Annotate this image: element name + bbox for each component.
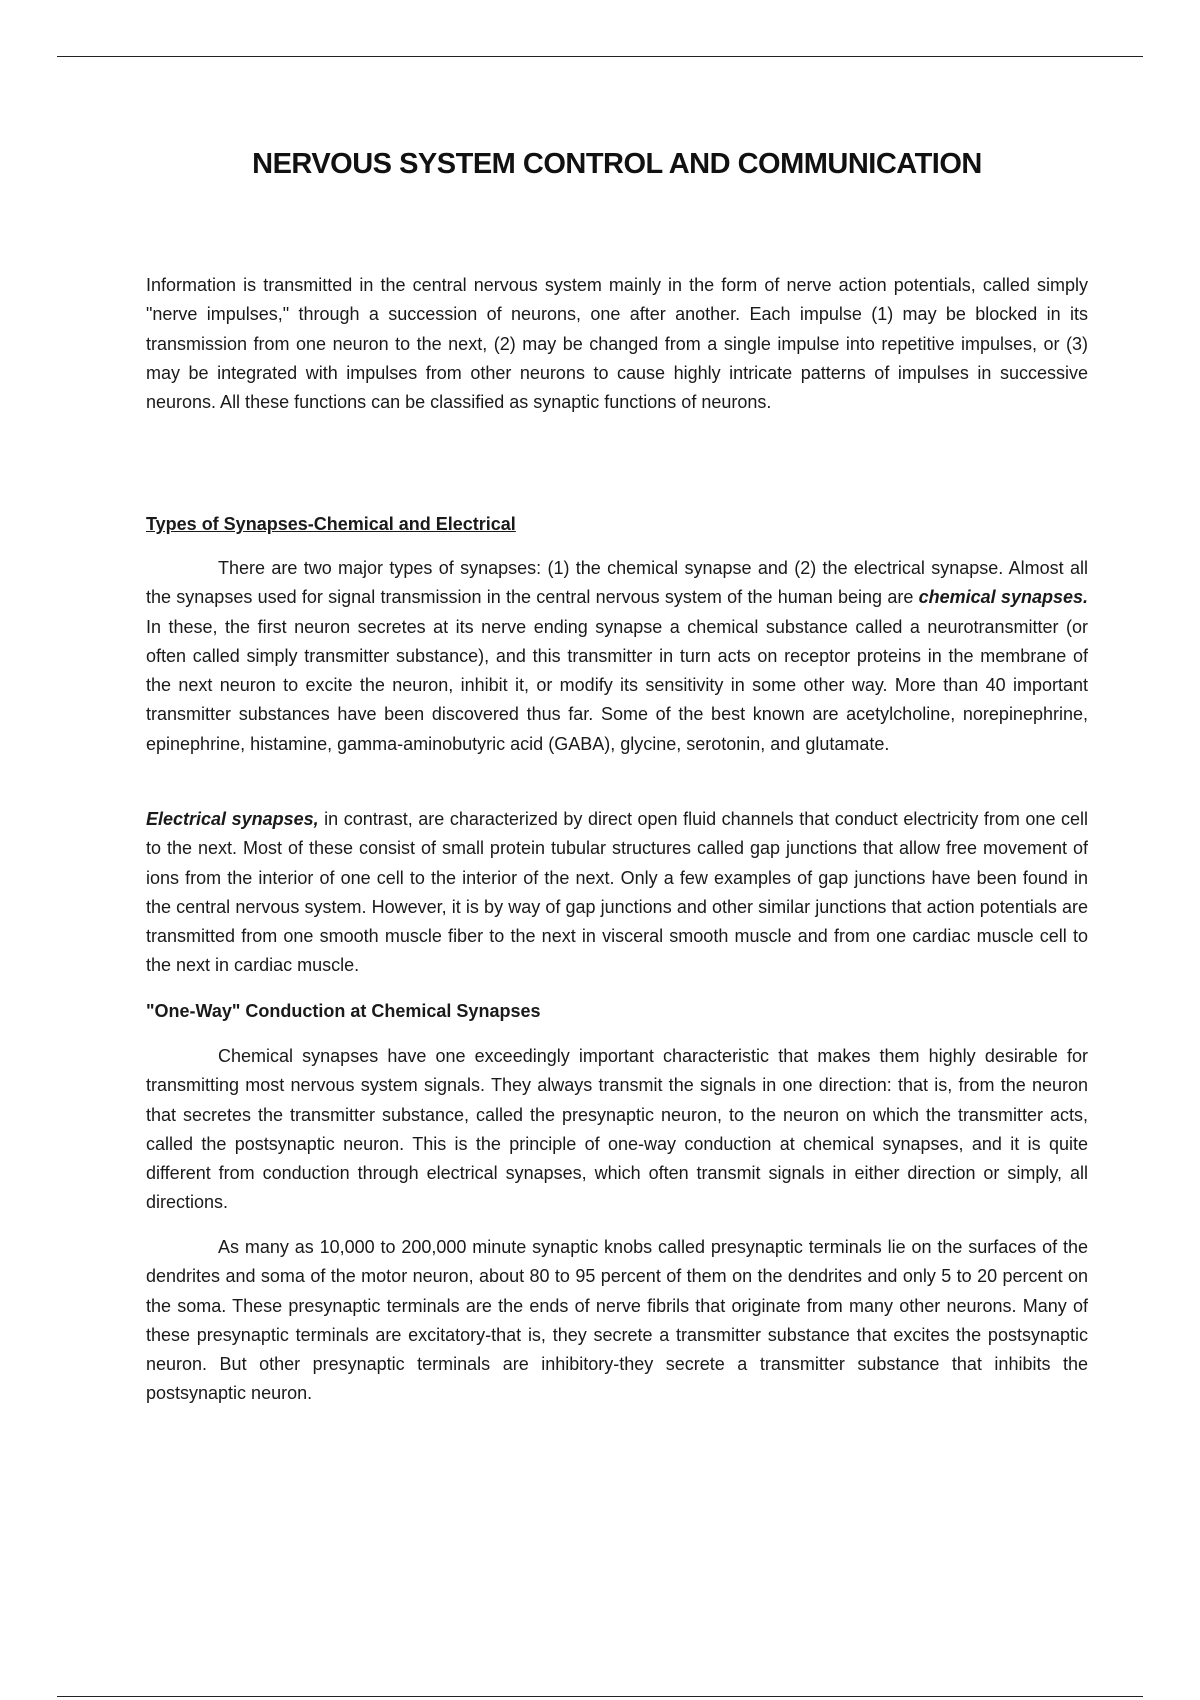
page-title: NERVOUS SYSTEM CONTROL AND COMMUNICATION: [252, 148, 982, 180]
section-heading-one-way-conduction: "One-Way" Conduction at Chemical Synapses: [146, 1001, 541, 1021]
paragraph-text: In these, the first neuron secretes at its nerve ending synapse a chemical substance called a neurotransmitter (or often called simply transmitter substance), and this transmitter in turn acts on receptor proteins in the membrane of the next neuron to excite the neuron, inhibit it, or modify its sensitivity in some other way. More than 40 important transmitter substances have been discovered thus far. Some of the best known are acetylcholine, norepinephrine, epinephrine, histamine, gamma-aminobutyric acid (GABA), glycine, serotonin, and glutamate.: [146, 616, 1088, 754]
intro-paragraph: Information is transmitted in the central nervous system mainly in the form of nerve action potentials, called simply "nerve impulses," through a succession of neurons, one after another. Each impulse (1) may be blocked in its transmission from one neuron to the next, (2) may be changed from a single impulse into repetitive impulses, or (3) may be integrated with impulses from other neurons to cause highly intricate patterns of impulses in successive neurons. All these functions can be classified as synaptic functions of neurons.: [146, 275, 1088, 413]
paragraph-chemical-synapses: [146, 554, 1088, 759]
paragraph-electrical-synapses: [146, 805, 1088, 981]
emphasis-chemical-synapses: chemical synapses.: [918, 587, 1088, 608]
paragraph-one-way-conduction: Chemical synapses have one exceedingly important characteristic that makes them highly desirable for transmitting most nervous system signals. They always transmit the signals in one direction: that is, from the neuron that secretes the transmitter substance, called the presynaptic neuron, to the neuron on which the transmitter acts, called the postsynaptic neuron. This is the principle of one-way conduction at chemical synapses, and it is quite different from conduction through electrical synapses, which often transmit signals in either direction or simply, all directions.: [146, 1046, 1088, 1213]
paragraph-presynaptic-terminals: As many as 10,000 to 200,000 minute synaptic knobs called presynaptic terminals lie on the surfaces of the dendrites and soma of the motor neuron, about 80 to 95 percent of them on the dendrites and only 5 to 20 percent on the soma. These presynaptic terminals are the ends of nerve fibrils that originate from many other neurons. Many of these presynaptic terminals are excitatory-that is, they secrete a transmitter substance that excites the postsynaptic neuron. But other presynaptic terminals are inhibitory-they secrete a transmitter substance that inhibits the postsynaptic neuron.: [146, 1237, 1088, 1404]
section-heading-synapse-types: Types of Synapses-Chemical and Electrical: [146, 514, 516, 534]
paragraph-text: There are two major types of synapses: (1) the chemical synapse and (2) the electrical synapse. Almost all the synapses used for signal transmission in the central nervous system of the human being are: [146, 558, 1088, 608]
top-rule: [57, 56, 1143, 57]
bottom-rule: [57, 1696, 1143, 1697]
paragraph-text: in contrast, are characterized by direct open fluid channels that conduct electricity from one cell to the next. Most of these consist of small protein tubular structures called gap junctions that allow free movement of ions from the interior of one cell to the interior of the next. Only a few examples of gap junctions have been found in the central nervous system. However, it is by way of gap junctions and other similar junctions that action potentials are transmitted from one smooth muscle fiber to the next in visceral smooth muscle and from one cardiac muscle cell to the next in cardiac muscle.: [146, 809, 1088, 976]
emphasis-electrical-synapses: Electrical synapses,: [146, 809, 319, 829]
